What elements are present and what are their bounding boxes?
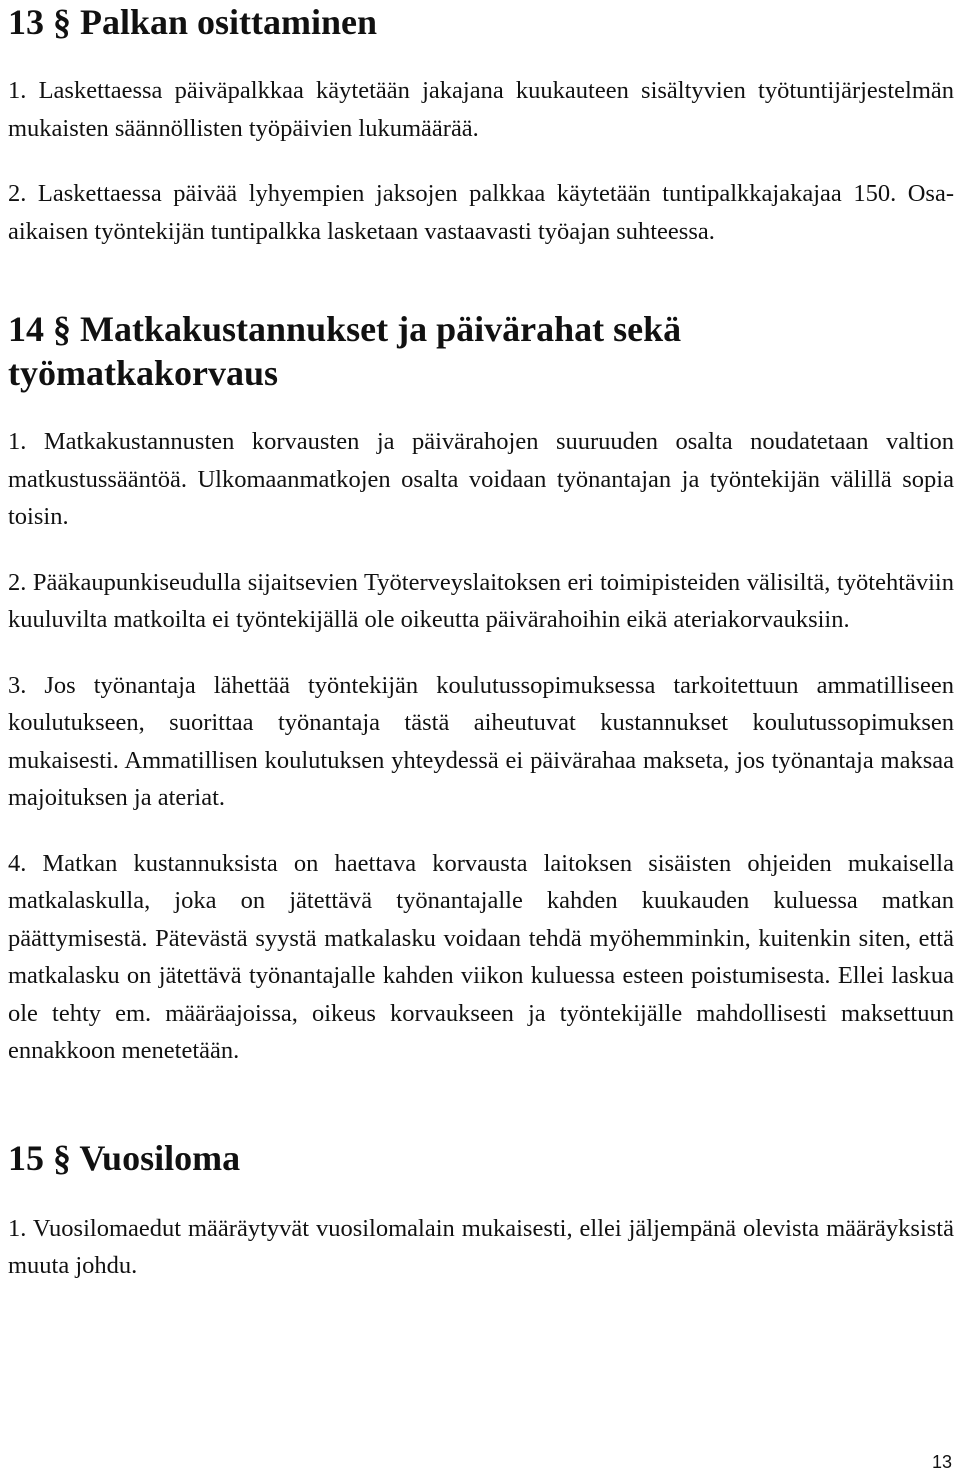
paragraph-14-1: 1. Matkakustannusten korvausten ja päivärahojen suuruuden osalta noudatetaan valtion matkustussääntöä. Ulkomaanmatkojen osalta voidaan työnantajan ja työntekijän välillä sopia toisin.: [8, 428, 954, 530]
section-heading-13: 13 § Palkan osittaminen: [8, 2, 378, 42]
paragraph-15-1: 1. Vuosilomaedut määräytyvät vuosilomalain mukaisesti, ellei jäljempänä olevista määräyksistä muuta johdu.: [8, 1214, 954, 1279]
paragraph-14-3: 3. Jos työnantaja lähettää työntekijän koulutussopimuksessa tarkoitettuun ammatilliseen koulutukseen, suorittaa työnantaja tästä aiheutuvat kustannukset koulutussopimuksen mukaisesti. Ammatillisen koulutuksen yhteydessä ei päivärahaa makseta, jos työnantaja maksaa majoituksen ja ateriat.: [8, 671, 954, 811]
page-number: 13: [931, 1452, 952, 1472]
paragraph-14-4: 4. Matkan kustannuksista on haettava korvausta laitoksen sisäisten ohjeiden mukaisella matkalaskulla, joka on jätettävä työnantajalle kahden kuukauden kuluessa matkan päättymisestä. Pätevästä syystä matkalasku voidaan tehdä myöhemminkin, kuitenkin siten, että matkalasku on jätettävä työnantajalle kahden viikon kuluessa esteen poistumisesta. Ellei laskua ole tehty em. määräajoissa, oikeus korvaukseen ja työntekijälle mahdollisesti maksettuun ennakkoon menetetään.: [8, 849, 954, 1064]
section-heading-14: 14 § Matkakustannukset ja päivärahat sekä työmatkakorvaus: [8, 309, 682, 393]
paragraph-14-2: 2. Pääkaupunkiseudulla sijaitsevien Työterveyslaitoksen eri toimipisteiden välisiltä, työtehtäviin kuuluvilta matkoilta ei työntekijällä ole oikeutta päivärahoihin eikä ateriakorvauksiin.: [8, 568, 954, 633]
document-page: [8, 0, 954, 1285]
paragraph-13-2: 2. Laskettaessa päivää lyhyempien jaksojen palkkaa käytetään tuntipalkkajakajaa 150. Osa-aikaisen työntekijän tuntipalkka lasketaan vastaavasti työajan suhteessa.: [8, 180, 954, 245]
section-heading-15: 15 § Vuosiloma: [8, 1137, 241, 1178]
paragraph-13-1: 1. Laskettaessa päiväpalkkaa käytetään jakajana kuukauteen sisältyvien työtuntijärjestelmän mukaisten säännöllisten työpäivien lukumäärää.: [8, 77, 954, 142]
